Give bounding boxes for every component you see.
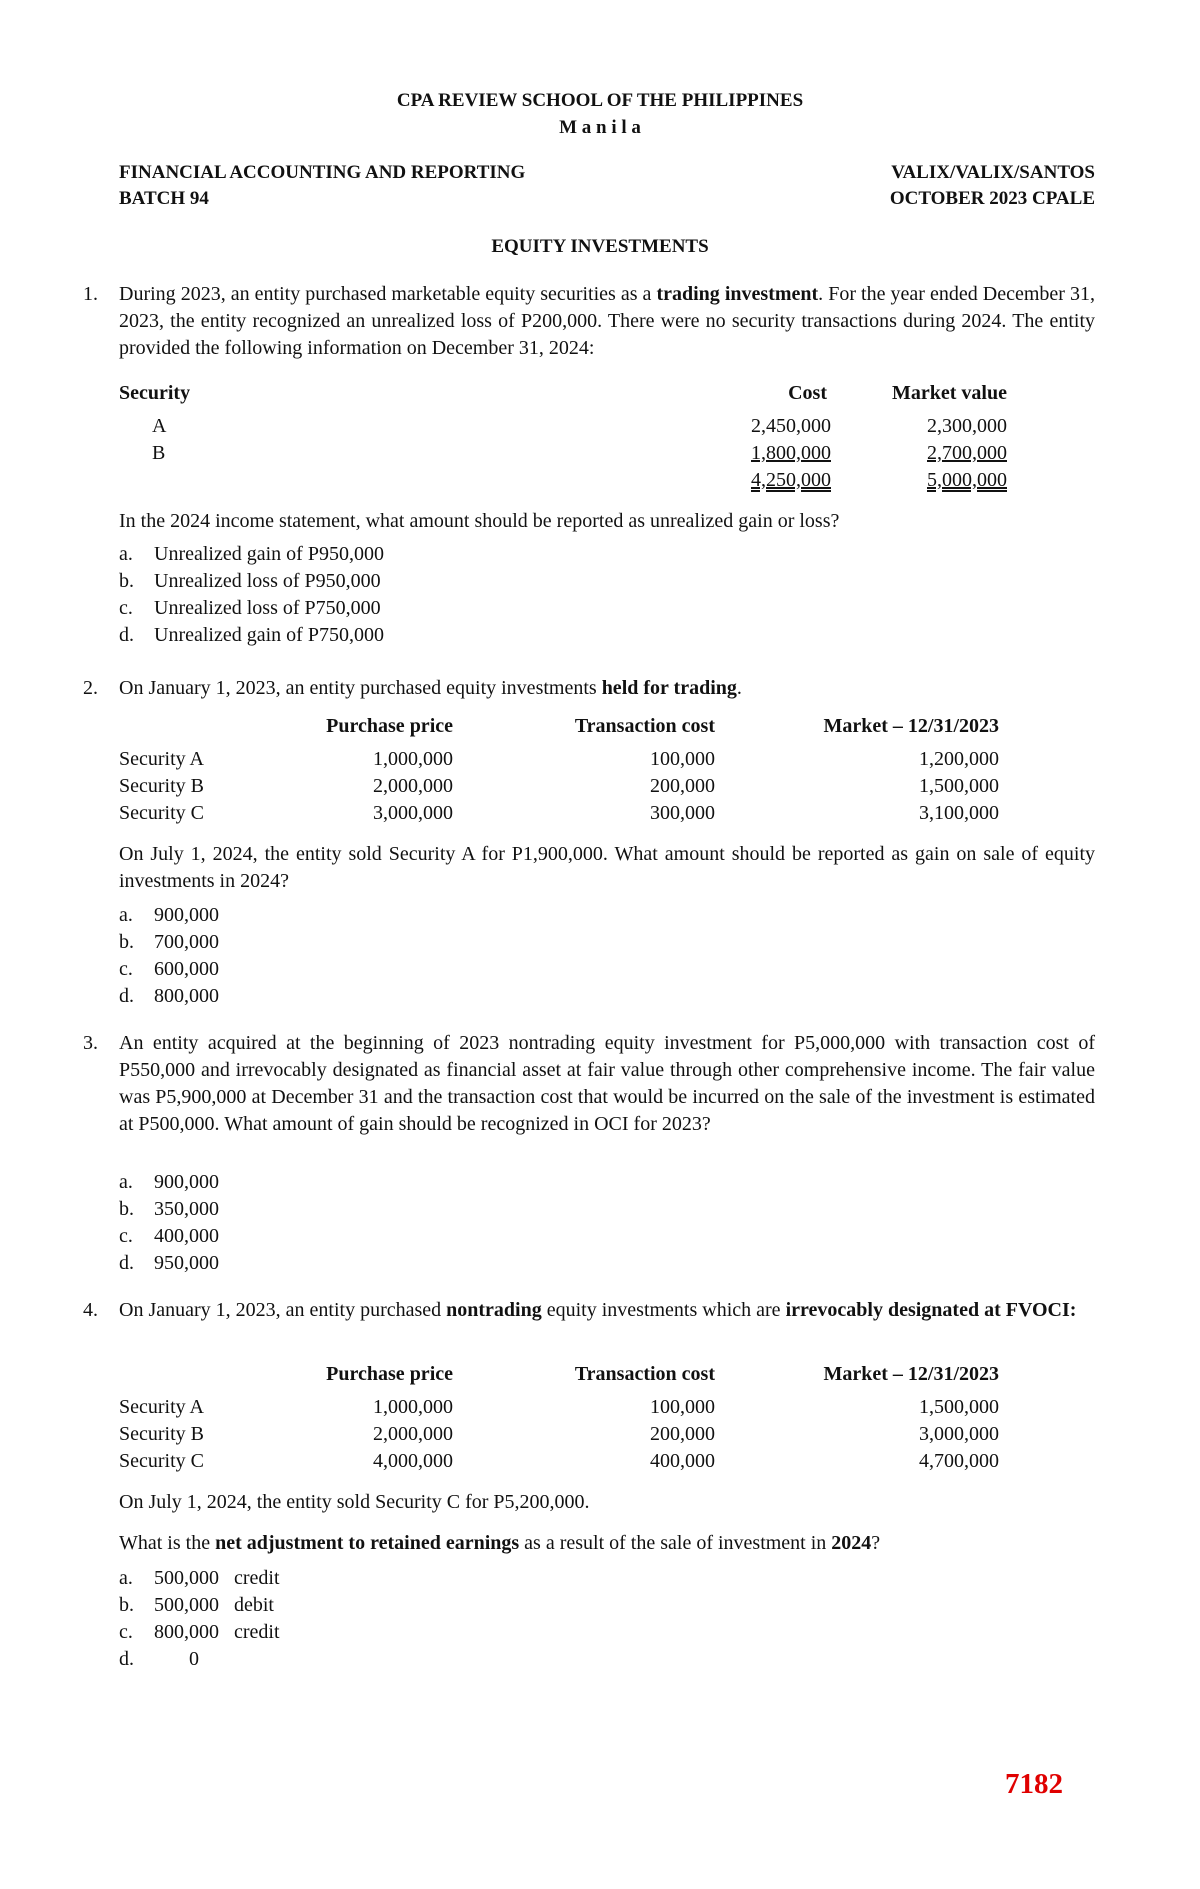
table-cell: 3,100,000 bbox=[919, 802, 999, 824]
answer-option bbox=[119, 956, 219, 983]
question-number: 3. bbox=[83, 1032, 98, 1054]
column-header: Transaction cost bbox=[574, 715, 715, 737]
option-letter: d. bbox=[119, 985, 134, 1007]
question-number: 4. bbox=[83, 1299, 98, 1321]
bold-term: nontrading bbox=[446, 1299, 542, 1321]
answer-option bbox=[119, 568, 381, 595]
question-prompt: In the 2024 income statement, what amount should be reported as unrealized gain or loss? bbox=[119, 510, 840, 532]
table-cell: 3,000,000 bbox=[919, 1423, 999, 1445]
table-cell: 1,000,000 bbox=[373, 1396, 453, 1418]
table-cell: 200,000 bbox=[650, 775, 715, 797]
option-text: 800,000 credit bbox=[154, 1621, 280, 1643]
option-letter: c. bbox=[119, 958, 133, 980]
answer-option bbox=[119, 902, 219, 929]
option-text: 700,000 bbox=[154, 931, 219, 953]
option-letter: a. bbox=[119, 904, 133, 926]
answer-option bbox=[119, 1169, 219, 1196]
option-text: Unrealized gain of P750,000 bbox=[154, 624, 384, 646]
table-cell: 1,800,000 bbox=[751, 442, 831, 464]
option-letter: a. bbox=[119, 1567, 133, 1589]
option-letter: d. bbox=[119, 1252, 134, 1274]
option-text: 800,000 bbox=[154, 985, 219, 1007]
text-span: . bbox=[736, 677, 742, 699]
page-title: EQUITY INVESTMENTS bbox=[491, 236, 709, 257]
table-cell: 4,700,000 bbox=[919, 1450, 999, 1472]
bold-term: trading investment bbox=[656, 283, 819, 305]
option-letter: b. bbox=[119, 1594, 134, 1616]
option-text: 900,000 bbox=[154, 904, 219, 926]
text-span: On January 1, 2023, an entity purchased bbox=[119, 1299, 447, 1321]
option-text: 500,000 credit bbox=[154, 1567, 280, 1589]
question-text bbox=[119, 281, 1095, 362]
column-header: Purchase price bbox=[326, 715, 453, 737]
answer-option bbox=[119, 929, 219, 956]
column-header: Market value bbox=[892, 382, 1007, 404]
answer-option bbox=[119, 1565, 280, 1592]
bold-term: 2024 bbox=[831, 1532, 872, 1554]
column-header: Transaction cost bbox=[574, 1363, 715, 1385]
table-cell: 100,000 bbox=[650, 1396, 715, 1418]
answer-option bbox=[119, 622, 384, 649]
table-cell: 400,000 bbox=[650, 1450, 715, 1472]
table-cell: 2,000,000 bbox=[373, 1423, 453, 1445]
question-text: An entity acquired at the beginning of 2023 nontrading equity investment for P5,000,000 with transaction cost of P550,000 and irrevocably designated as financial asset at fair value through other comprehensive income. The fair value was P5,900,000 at December 31 and the transaction cost that would be incurred on the sale of the investment is estimated at P500,000. What amount of gain should be recognized in OCI for 2023? bbox=[119, 1032, 1095, 1135]
option-text: 350,000 bbox=[154, 1198, 219, 1220]
answer-option bbox=[119, 1250, 219, 1277]
total-cell: 5,000,000 bbox=[927, 469, 1007, 491]
table-cell: B bbox=[152, 442, 166, 464]
question-text bbox=[119, 675, 1095, 702]
option-letter: b. bbox=[119, 570, 134, 592]
table-cell: A bbox=[152, 415, 167, 437]
option-text: Unrealized loss of P750,000 bbox=[154, 597, 381, 619]
text-span: During 2023, an entity purchased marketable equity securities as a bbox=[119, 283, 657, 305]
option-text: 950,000 bbox=[154, 1252, 219, 1274]
text-span: What is the bbox=[119, 1532, 216, 1554]
text-span: equity investments which are bbox=[541, 1299, 786, 1321]
text-span: : bbox=[1069, 1299, 1077, 1321]
table-cell: 2,300,000 bbox=[927, 415, 1007, 437]
authors: VALIX/VALIX/SANTOS bbox=[891, 162, 1095, 183]
answer-option bbox=[119, 1223, 219, 1250]
text-span: ? bbox=[871, 1532, 881, 1554]
option-letter: b. bbox=[119, 1198, 134, 1220]
column-header: Market – 12/31/2023 bbox=[823, 715, 999, 737]
option-text: 0 bbox=[154, 1648, 199, 1670]
subject-title: FINANCIAL ACCOUNTING AND REPORTING bbox=[119, 162, 526, 183]
table-cell: 1,200,000 bbox=[919, 748, 999, 770]
answer-option bbox=[119, 1646, 199, 1673]
option-letter: d. bbox=[119, 1648, 134, 1670]
column-header: Market – 12/31/2023 bbox=[823, 1363, 999, 1385]
option-text: 900,000 bbox=[154, 1171, 219, 1193]
table-cell: 3,000,000 bbox=[373, 802, 453, 824]
exam-label: OCTOBER 2023 CPALE bbox=[889, 188, 1095, 209]
table-cell: 1,500,000 bbox=[919, 1396, 999, 1418]
option-letter: a. bbox=[119, 543, 133, 565]
option-text: 600,000 bbox=[154, 958, 219, 980]
table-cell: 1,000,000 bbox=[373, 748, 453, 770]
question-prompt: On July 1, 2024, the entity sold Security A for P1,900,000. What amount should be reported as gain on sale of equity investments in 2024? bbox=[119, 843, 1095, 892]
school-name: CPA REVIEW SCHOOL OF THE PHILIPPINES bbox=[396, 90, 804, 111]
table-cell: Security A bbox=[119, 748, 204, 770]
option-text: 400,000 bbox=[154, 1225, 219, 1247]
text-span: as a result of the sale of investment in bbox=[519, 1532, 832, 1554]
column-header: Security bbox=[119, 382, 191, 404]
table-cell: 300,000 bbox=[650, 802, 715, 824]
table-cell: 1,500,000 bbox=[919, 775, 999, 797]
question-prompt bbox=[119, 1530, 1095, 1557]
column-header: Cost bbox=[788, 382, 827, 404]
option-text: Unrealized loss of P950,000 bbox=[154, 570, 381, 592]
school-city: M a n i l a bbox=[559, 117, 641, 138]
batch-label: BATCH 94 bbox=[119, 188, 209, 209]
bold-term: net adjustment to retained earnings bbox=[215, 1532, 520, 1554]
question-number: 1. bbox=[83, 283, 98, 305]
sale-statement: On July 1, 2024, the entity sold Security C for P5,200,000. bbox=[119, 1491, 590, 1513]
option-letter: c. bbox=[119, 1621, 133, 1643]
answer-option bbox=[119, 595, 381, 622]
option-letter: c. bbox=[119, 1225, 133, 1247]
table-cell: 4,000,000 bbox=[373, 1450, 453, 1472]
option-letter: a. bbox=[119, 1171, 133, 1193]
table-cell: 2,000,000 bbox=[373, 775, 453, 797]
column-header: Purchase price bbox=[326, 1363, 453, 1385]
table-cell: 2,700,000 bbox=[927, 442, 1007, 464]
option-letter: b. bbox=[119, 931, 134, 953]
question-number: 2. bbox=[83, 677, 98, 699]
table-cell: 200,000 bbox=[650, 1423, 715, 1445]
answer-option bbox=[119, 541, 384, 568]
table-cell: 2,450,000 bbox=[751, 415, 831, 437]
total-cell: 4,250,000 bbox=[751, 469, 831, 491]
table-cell: Security C bbox=[119, 1450, 204, 1472]
answer-option bbox=[119, 1619, 280, 1646]
text-span: . For the year ended December 31, 2023, the entity recognized an unrealized loss of P200,000. There were no security transactions during 2024. The entity provided the following information on December 31, 2024: bbox=[119, 283, 1095, 359]
option-text: 500,000 debit bbox=[154, 1594, 274, 1616]
answer-option bbox=[119, 1196, 219, 1223]
page-code: 7182 bbox=[1005, 1768, 1063, 1800]
question-text bbox=[119, 1297, 1095, 1324]
option-letter: d. bbox=[119, 624, 134, 646]
table-cell: Security B bbox=[119, 775, 204, 797]
bold-term: held for trading bbox=[601, 677, 737, 699]
option-letter: c. bbox=[119, 597, 133, 619]
answer-option bbox=[119, 1592, 274, 1619]
answer-option bbox=[119, 983, 219, 1010]
table-cell: Security B bbox=[119, 1423, 204, 1445]
table-cell: Security C bbox=[119, 802, 204, 824]
table-cell: 100,000 bbox=[650, 748, 715, 770]
option-text: Unrealized gain of P950,000 bbox=[154, 543, 384, 565]
text-span: On January 1, 2023, an entity purchased equity investments bbox=[119, 677, 602, 699]
table-cell: Security A bbox=[119, 1396, 204, 1418]
bold-term: irrevocably designated at FVOCI bbox=[785, 1299, 1070, 1321]
